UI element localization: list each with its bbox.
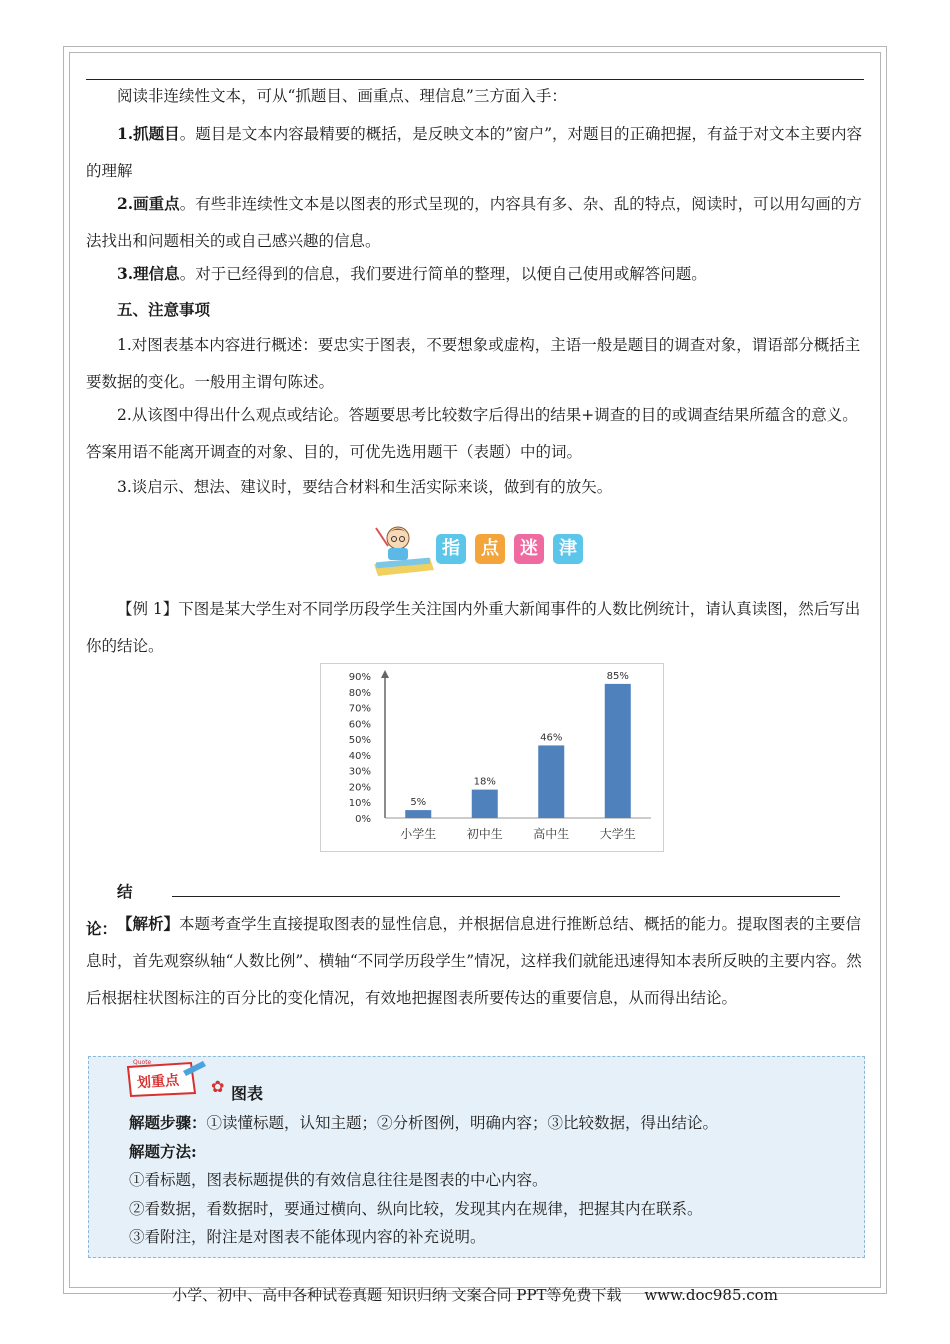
bar — [538, 745, 564, 818]
method-3: ③看附注，附注是对图表不能体现内容的补充说明。 — [129, 1228, 486, 1246]
star-icon: ✿ — [211, 1077, 225, 1096]
method-2: ②看数据，看数据时，要通过横向、纵向比较，发现其内在规律，把握其内在联系。 — [129, 1200, 703, 1218]
point-1-label: 1.抓题目 — [117, 124, 180, 143]
section-5-item-2: 2.从该图中得出什么观点或结论。答题要思考比较数字后得出的结果+调查的目的或调查结果所蕴含的意义。答案用语不能离开调查的对象、目的，可优先选用题干（表题）中的词。 — [86, 406, 858, 461]
y-tick-label: 70% — [348, 703, 371, 715]
badge-text: 划重点 — [136, 1072, 180, 1092]
x-tick-label: 初中生 — [466, 827, 503, 841]
y-tick-label: 50% — [348, 735, 371, 747]
point-1 — [86, 115, 864, 190]
bar — [405, 810, 431, 818]
bar-value-label: 18% — [473, 776, 496, 788]
bar — [605, 684, 631, 818]
footer-text: 小学、初中、高中各种试卷真题 知识归纳 文案合同 PPT等免费下载 — [172, 1286, 622, 1304]
bar-chart — [320, 663, 664, 852]
footer — [0, 1284, 950, 1305]
example-1 — [86, 591, 864, 665]
point-2-text: 。有些非连续性文本是以图表的形式呈现的，内容具有多、杂、乱的特点，阅读时，可以用勾画的方法找出和问题相关的或自己感兴趣的信息。 — [86, 195, 862, 250]
point-2 — [86, 185, 864, 260]
banner-char-2: 点 — [475, 534, 505, 564]
y-axis-arrow — [381, 670, 389, 678]
point-3-text: 。对于已经得到的信息，我们要进行简单的整理，以便自己使用或解答问题。 — [179, 265, 707, 283]
section-5-title: 五、注意事项 — [117, 300, 211, 319]
banner-char-4: 津 — [553, 534, 583, 564]
method-1: ①看标题，图表标题提供的有效信息往往是图表的中心内容。 — [129, 1171, 548, 1189]
badge-quote: Quote — [133, 1059, 152, 1066]
steps-text: ①读懂标题，认知主题；②分析图例，明确内容；③比较数据，得出结论。 — [206, 1114, 719, 1132]
conclusion-label: 结论： — [86, 882, 133, 938]
y-tick-label: 0% — [355, 814, 371, 825]
steps-label: 解题步骤： — [129, 1113, 207, 1132]
section-5-item-1: 1.对图表基本内容进行概述：要忠实于图表，不要想象或虚构，主语一般是题目的调查对象，谓语部分概括主要数据的变化。一般用主谓句陈述。 — [86, 336, 861, 391]
section-5-item-3: 3.谈启示、想法、建议时，要结合材料和生活实际来谈，做到有的放矢。 — [117, 478, 613, 496]
note-steps — [129, 1109, 718, 1137]
x-tick-label: 高中生 — [533, 827, 570, 841]
method-label: 解题方法: — [129, 1142, 197, 1161]
bar-value-label: 85% — [606, 670, 629, 682]
y-tick-label: 30% — [348, 766, 371, 778]
point-3 — [86, 255, 864, 293]
intro-paragraph: 阅读非连续性文本，可从“抓题目、画重点、理信息”三方面入手： — [117, 87, 567, 105]
x-tick-label: 大学生 — [599, 827, 636, 841]
y-tick-label: 10% — [348, 798, 371, 810]
banner-char-1: 指 — [436, 534, 466, 564]
point-1-text: 。题目是文本内容最精要的概括，是反映文本的”窗户”，对题目的正确把握，有益于对文本主要内容的理解 — [86, 125, 863, 180]
y-tick-label: 20% — [348, 782, 371, 794]
banner-char-3: 迷 — [514, 534, 544, 564]
point-3-label: 3.理信息 — [117, 264, 180, 283]
y-tick-label: 90% — [348, 672, 371, 683]
x-tick-label: 小学生 — [400, 827, 437, 841]
example-label: 【例 1】 — [117, 600, 179, 618]
point-2-label: 2.画重点 — [117, 194, 180, 213]
bar-value-label: 46% — [540, 732, 563, 744]
student-illustration-icon — [368, 520, 438, 576]
bar-chart-svg — [321, 664, 663, 851]
key-point-box — [88, 1056, 865, 1258]
analysis-text: 本题考查学生直接提取图表的显性信息，并根据信息进行推断总结、概括的能力。提取图表的主要信息时，首先观察纵轴“人数比例”、横轴“不同学历段学生”情况，这样我们就能迅速得知本表所反映的主要内容。然后根据柱状图标注的百分比的变化情况，有效地把握图表所要传达的重要信息，从而得出结论。 — [86, 915, 862, 1007]
footer-url[interactable]: www.doc985.com — [644, 1286, 778, 1304]
analysis-label: 【解析】 — [117, 914, 180, 933]
bar-value-label: 5% — [410, 797, 427, 809]
y-tick-label: 40% — [348, 750, 371, 762]
conclusion-answer-line[interactable] — [172, 896, 840, 897]
analysis-paragraph — [86, 905, 864, 1017]
bar — [472, 790, 498, 818]
y-tick-label: 60% — [348, 719, 371, 731]
example-text: 下图是某大学生对不同学历段学生关注国内外重大新闻事件的人数比例统计，请认真读图，然后写出你的结论。 — [86, 600, 861, 655]
note-title: 图表 — [231, 1084, 264, 1103]
y-tick-label: 80% — [348, 687, 371, 699]
